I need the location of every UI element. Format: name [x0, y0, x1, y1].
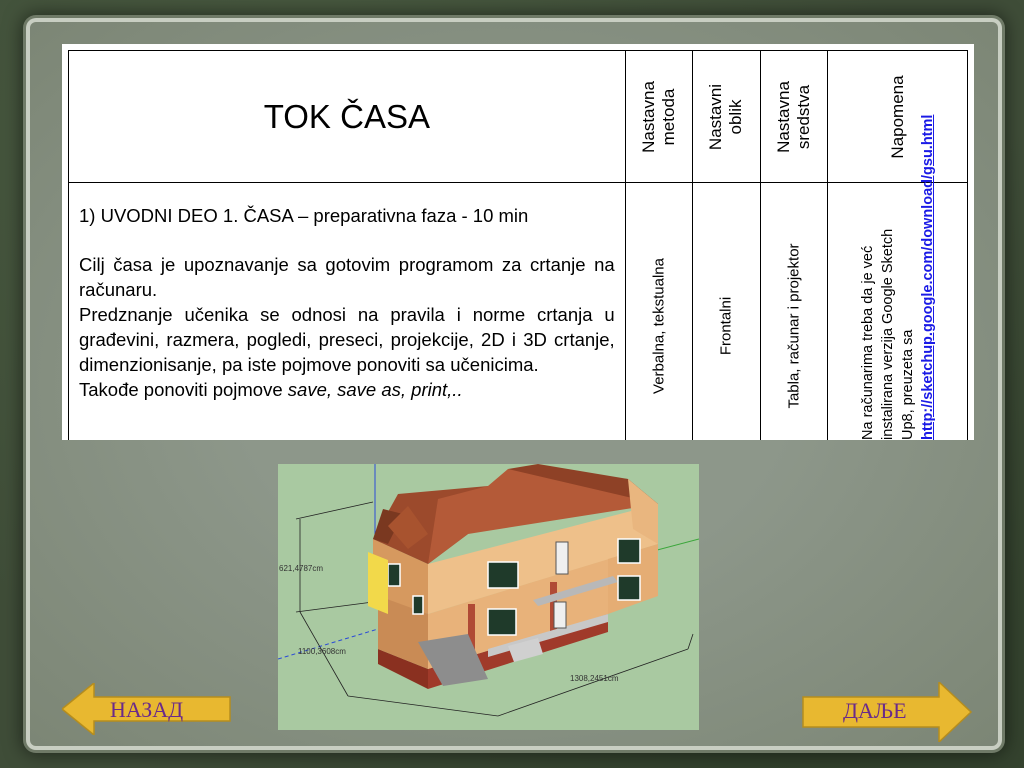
- lesson-body: [69, 183, 626, 441]
- lesson-table: [68, 50, 968, 440]
- header-note: Napomena: [887, 74, 907, 159]
- sketchup-link[interactable]: http://sketchup.google.com/download/gsu.html: [919, 114, 936, 440]
- next-label: ДАЉЕ: [843, 698, 907, 723]
- next-button[interactable]: [801, 682, 973, 723]
- note-value: Na računarima treba da je već instalirana verzija Google Sketch Up8, preuzeta sa http://sketchup.google.com/download/gsu.html: [859, 114, 936, 440]
- header-form: Nastavni oblik: [706, 83, 746, 150]
- dim-depth-label: 1100,3608cm: [298, 647, 346, 656]
- dim-height-label: 621,4787cm: [279, 564, 324, 573]
- house-model-image: [278, 464, 699, 730]
- paragraph-goal: Cilj časa je upoznavanje sa gotovim programom za crtanje na računaru.: [79, 254, 615, 300]
- lesson-table-image: [62, 44, 974, 440]
- paragraph-repeat: Takođe ponoviti pojmove save, save as, print,..: [79, 379, 463, 400]
- dim-width-label: 1308,2451cm: [570, 674, 619, 683]
- header-resources: Nastavna sredstva: [773, 80, 813, 153]
- resources-value: Tabla, računar i projektor: [785, 243, 803, 409]
- paragraph-prior-knowledge: Predznanje učenika se odnosi na pravila i norme crtanja u građevini, razmera, pogledi, preseci, projekcije, 2D i 3D crtanje, dimenzionisanje, pa iste pojmove ponoviti sa učenicima.: [79, 304, 615, 375]
- header-method: Nastavna metoda: [638, 80, 678, 153]
- form-value: Frontalni: [717, 296, 735, 356]
- back-button[interactable]: [62, 695, 232, 727]
- section-heading: 1) UVODNI DEO 1. ČASA – preparativna faza - 10 min: [79, 205, 529, 226]
- method-value: Verbalna, tekstualna: [650, 258, 668, 394]
- back-label: НАЗАД: [110, 697, 184, 722]
- table-title: TOK ČASA: [69, 51, 626, 183]
